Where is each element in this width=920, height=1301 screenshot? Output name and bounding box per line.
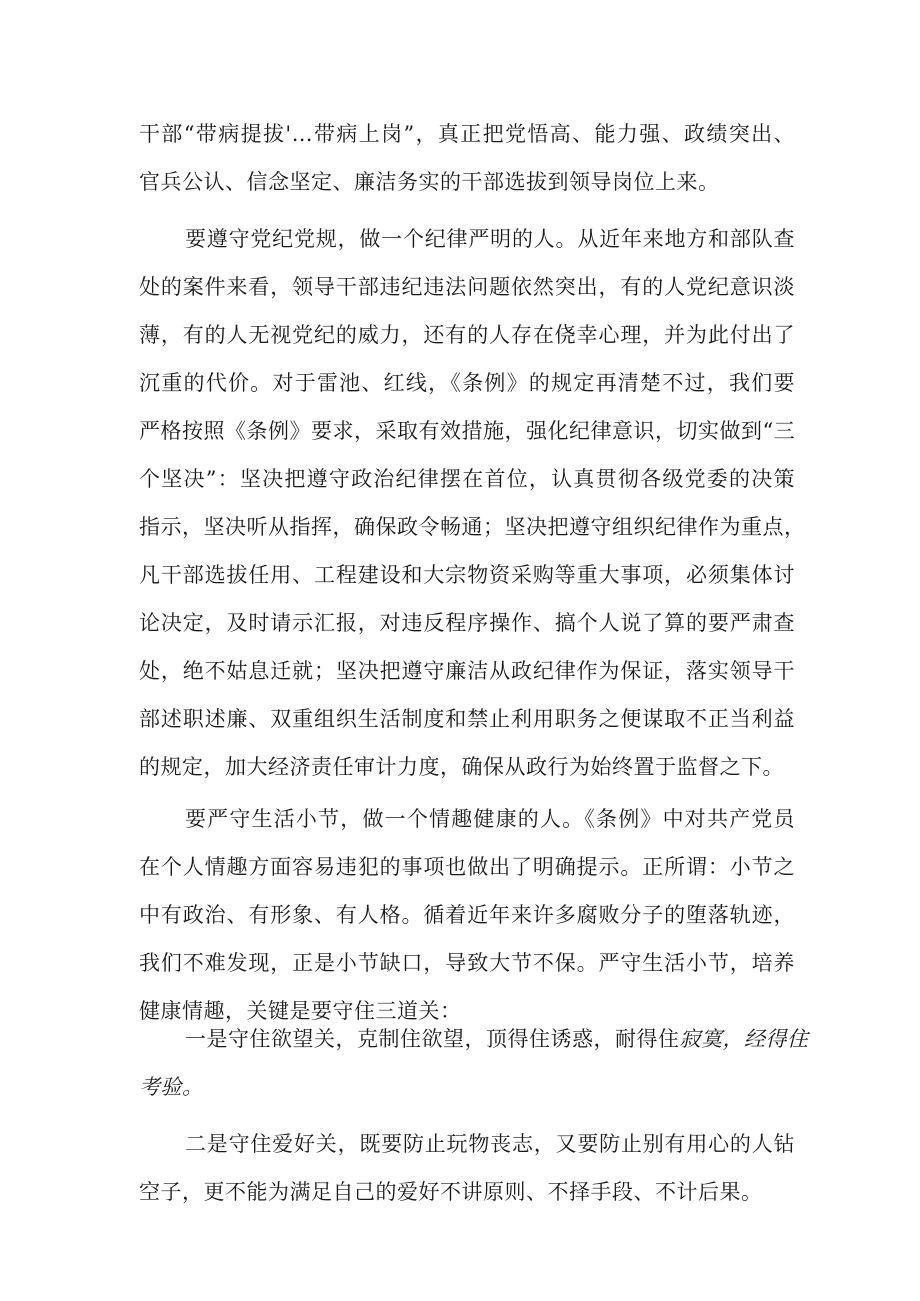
- paragraph-line: 二是守住爱好关，既要防止玩物丧志，又要防止别有用心的人钻: [185, 1132, 795, 1156]
- paragraph-line: 凡干部选拔任用、工程建设和大宗物资采购等重大事项，必须集体讨: [139, 563, 795, 587]
- paragraph-5: [139, 1120, 795, 1216]
- paragraph-line: 严格按照《条例》要求，采取有效措施，强化纪律意识，切实做到“三: [139, 419, 796, 443]
- paragraph-line: 健康情趣，关键是要守住三道关：: [139, 999, 462, 1023]
- paragraph-line: 薄，有的人无视党纪的威力，还有的人存在侥幸心理，并为此付出了: [139, 323, 795, 347]
- paragraph-line: 我们不难发现，正是小节缺口，导致大节不保。严守生活小节，培养: [139, 951, 795, 975]
- italic-text: 考验。: [139, 1075, 204, 1099]
- paragraph-line: 沉重的代价。对于雷池、红线，《条例》的规定再清楚不过，我们要: [139, 371, 795, 395]
- paragraph-line: 处的案件来看，领导干部违纪违法问题依然突出，有的人党纪意识淡: [139, 275, 795, 299]
- paragraph-line: 部述职述廉、双重组织生活制度和禁止利用职务之便谋取不正当利益: [139, 707, 795, 731]
- paragraph-2: [139, 215, 806, 791]
- paragraph-1: [139, 110, 795, 206]
- paragraph-line: 官兵公认、信念坚定、廉洁务实的干部选拔到领导岗位上来。: [139, 170, 720, 194]
- paragraph-3: [139, 795, 795, 1035]
- paragraph-line: 要遵守党纪党规，做一个纪律严明的人。从近年来地方和部队查: [185, 227, 795, 251]
- paragraph-line: 的规定，加大经济责任审计力度，确保从政行为始终置于监督之下。: [139, 755, 784, 779]
- paragraph-line: [139, 1015, 809, 1063]
- paragraph-text: 一是守住欲望关，克制住欲望，顶得住诱惑，耐得住: [185, 1027, 680, 1051]
- paragraph-4: [139, 1015, 809, 1111]
- paragraph-line: 中有政治、有形象、有人格。循着近年来许多腐败分子的堕落轨迹，: [139, 903, 795, 927]
- paragraph-line: 空子，更不能为满足自己的爱好不讲原则、不择手段、不计后果。: [139, 1180, 763, 1204]
- paragraph-line: 在个人情趣方面容易违犯的事项也做出了明确提示。正所谓：小节之: [139, 855, 795, 879]
- paragraph-line: 指示，坚决听从指挥，确保政令畅通；坚决把遵守组织纪律作为重点，: [139, 515, 806, 539]
- paragraph-line: 处，绝不姑息迁就；坚决把遵守廉洁从政纪律作为保证，落实领导干: [139, 659, 795, 683]
- paragraph-line: [139, 1063, 795, 1111]
- paragraph-line: 论决定，及时请示汇报，对违反程序操作、搞个人说了算的要严肃查: [139, 611, 795, 635]
- paragraph-line: 要严守生活小节，做一个情趣健康的人。《条例》中对共产党员: [185, 807, 795, 831]
- italic-text: 寂寞，经得住: [679, 1027, 809, 1051]
- paragraph-line: 个坚决”：坚决把遵守政治纪律摆在首位，认真贯彻各级党委的决策: [139, 467, 795, 491]
- paragraph-line: 干部“带病提拔'…带病上岗”，真正把党悟高、能力强、政绩突出、: [139, 122, 795, 146]
